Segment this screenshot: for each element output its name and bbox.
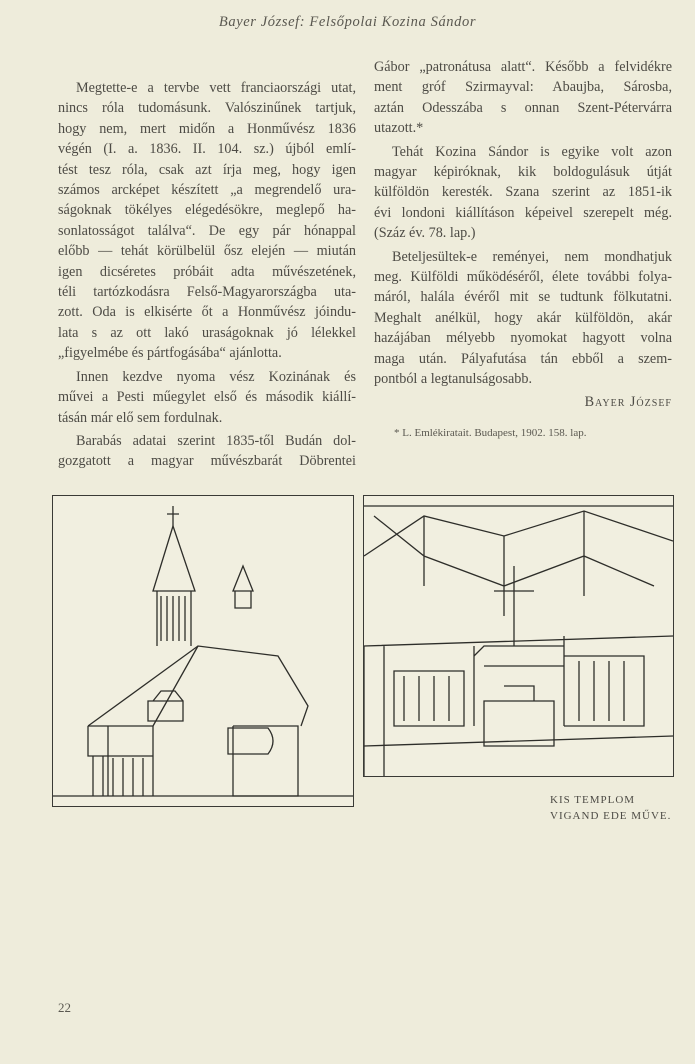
text-line: Beteljesültek-e reményei, nem mondhatjuk — [392, 248, 672, 265]
page-number: 22 — [58, 1000, 71, 1015]
text-line: gozgatott a magyar művészbarát Döbrentei — [58, 453, 356, 470]
text-line: lata s az ott lakó uraságoknak jó lélekkel — [58, 324, 356, 341]
caption-line-2: VIGAND EDE MŰVE. — [550, 810, 672, 822]
text-line: hazájában mélyebb nyomokat hagyott volna — [374, 330, 672, 347]
text-line: ment gróf Szirmayval: Abaujba, Sárosba, — [374, 79, 672, 96]
text-line: Barabás adatai szerint 1835-től Budán dol- — [76, 432, 356, 449]
author-signature: Bayer József — [584, 393, 672, 410]
left-column — [58, 78, 356, 472]
church-interior-drawing — [363, 495, 674, 777]
text-line: évi londoni kiállításon képeivel szerepelt még. — [374, 204, 672, 221]
text-line: magyar képiróknak, kik boldogulásuk útját — [374, 164, 672, 181]
text-line: külföldön keresték. Szana szerint az 1851-ik — [374, 184, 672, 201]
church-exterior-drawing — [52, 495, 354, 807]
text-line: Tehát Kozina Sándor is egyike volt azon — [392, 143, 672, 160]
caption-line-1: KIS TEMPLOM — [550, 794, 636, 806]
running-header: Bayer József: Felsőpolai Kozina Sándor — [218, 14, 477, 30]
text-line: máról, halála évéről mit se tudtunk fölkutatni. — [374, 289, 672, 306]
text-line: sonlatosságot találva“. De egy pár hónappal — [58, 222, 356, 239]
text-line: aztán Odesszába s onnan Szent-Pétervárra — [374, 99, 672, 116]
text-line: maga után. Pályafutása tán ebből a szem- — [374, 350, 672, 367]
text-line: pontból a legtanulságosabb. — [374, 371, 533, 388]
text-line: igen dicséretes próbáit adta művészetének, — [58, 263, 356, 280]
footnote: * L. Emlékiratait. Budapest, 1902. 158. lap. — [394, 426, 587, 439]
text-line: tést tesz róla, csak azt írja meg, hogy igen — [58, 161, 356, 178]
text-line: Gábor „patronátusa alatt“. Később a felvidékre — [374, 59, 672, 75]
text-line: Innen kezdve nyoma vész Kozinának és — [76, 368, 356, 385]
text-line: „figyelmébe és pártfogásába“ ajánlotta. — [58, 345, 282, 362]
text-line: művei a Pesti műegylet első és második kiállí- — [58, 389, 356, 406]
right-column — [374, 57, 672, 440]
text-line: téli tartózkodásra Felső-Magyarországba uta- — [58, 284, 356, 301]
text-line: számos arcképet készített „a megrendelő ura- — [58, 182, 356, 199]
text-line: ságoknak tökélyes elégedésökre, meglepő ha- — [58, 202, 356, 219]
text-line: hogy nem, mert midőn a Honművész 1836 — [58, 120, 356, 137]
text-line: utazott.* — [374, 120, 424, 137]
text-line: tásán már elő sem fordulnak. — [58, 409, 223, 426]
right-column-text — [374, 57, 672, 390]
figure-caption — [550, 792, 671, 824]
text-line: meg. Külföldi működéséről, élete további folya- — [374, 269, 672, 286]
text-line: nincs róla tudomásunk. Valószinűnek tartjuk, — [58, 100, 356, 117]
text-line: (Száz év. 78. lap.) — [374, 225, 476, 242]
text-line: Meghalt anélkül, hogy akár külföldön, akár — [374, 309, 672, 326]
text-line: Megtette-e a tervbe vett franciaországi utat, — [76, 80, 356, 96]
text-line: végén (I. a. 1836. II. 104. sz.) újból emlí- — [58, 141, 356, 158]
text-line: zott. Oda is elkisérte őt a Honművész jóindu- — [58, 304, 356, 321]
text-line: előbb — tehát körülbelül ősz elején — miután — [58, 243, 356, 260]
